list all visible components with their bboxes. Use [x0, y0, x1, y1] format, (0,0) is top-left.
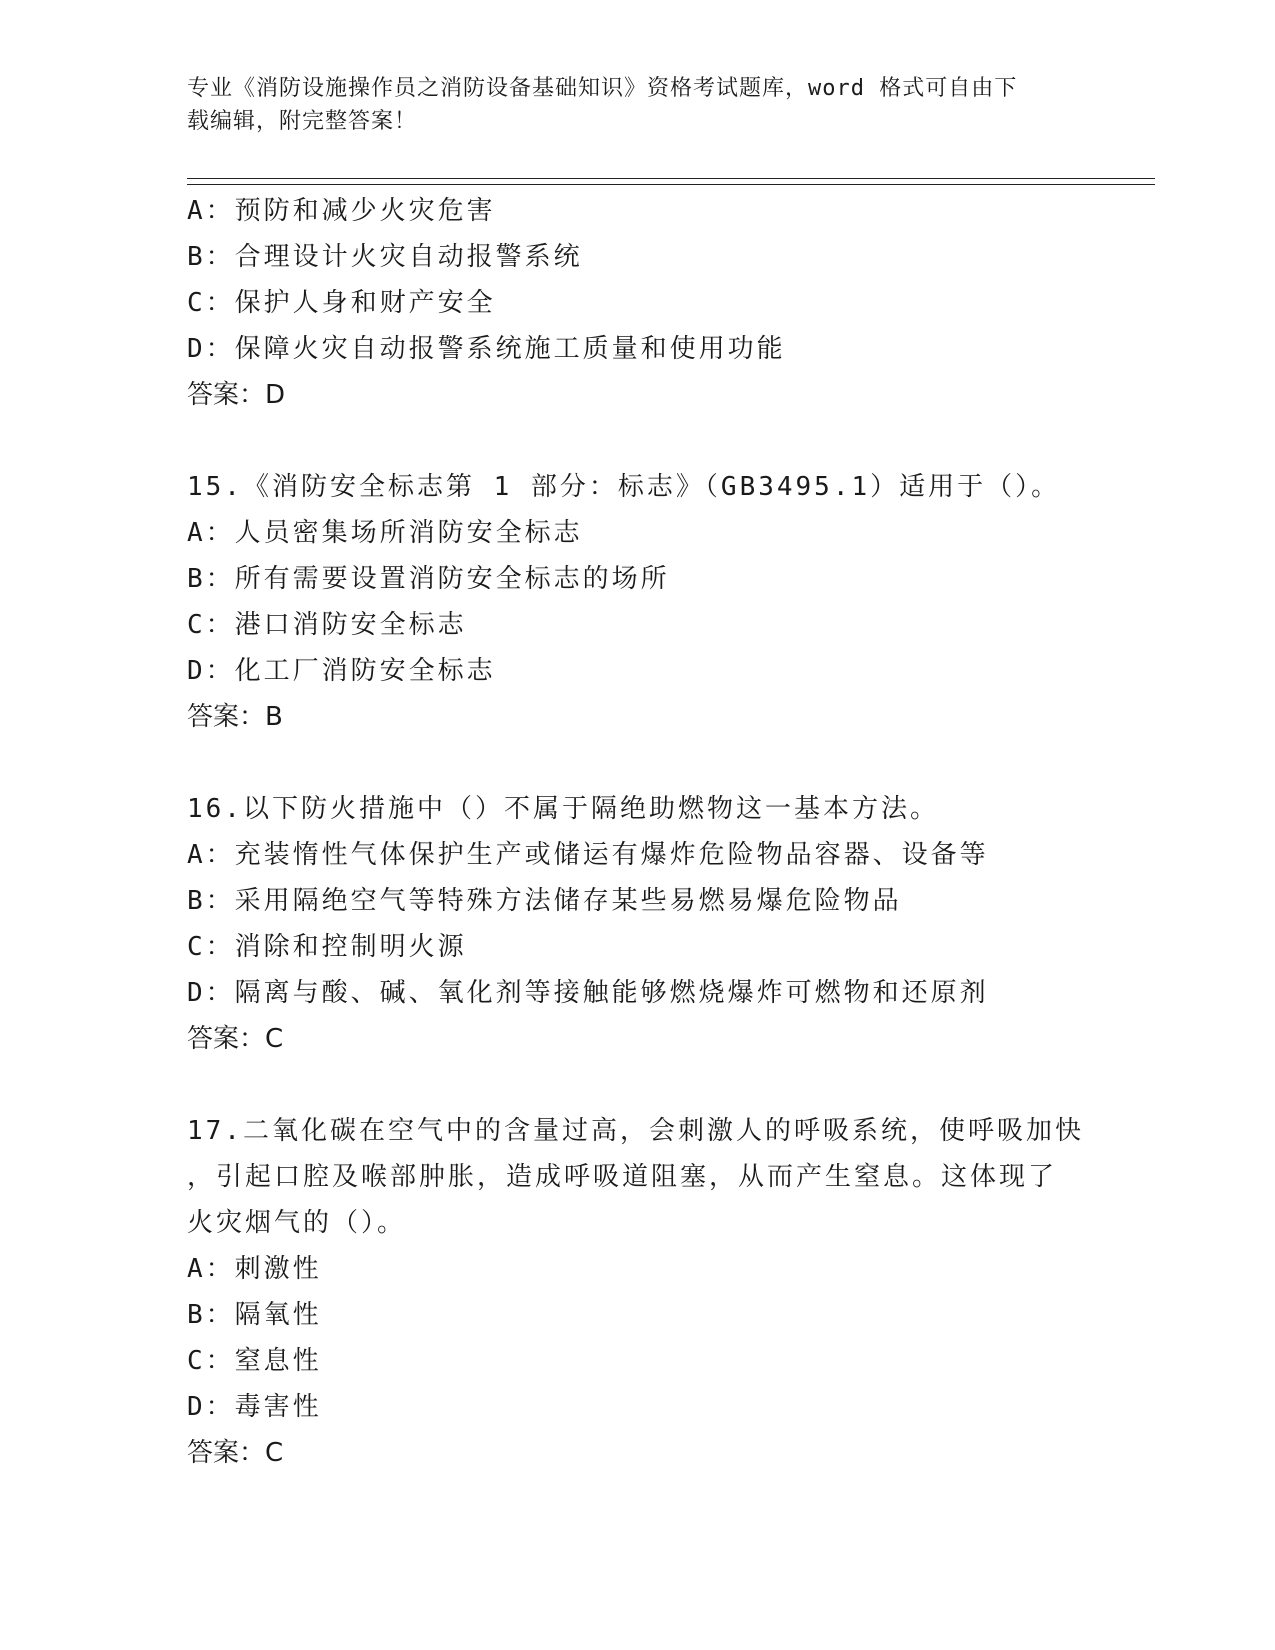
question-stem-line-2: ，引起口腔及喉部肿胀，造成呼吸道阻塞，从而产生窒息。这体现了: [187, 1162, 1058, 1192]
option-c: C：消除和控制明火源: [187, 932, 467, 962]
spacer: [187, 1062, 1087, 1108]
answer-line: 答案：C: [187, 1024, 284, 1054]
question-stem: 16.以下防火措施中（）不属于隔绝助燃物这一基本方法。: [187, 794, 939, 824]
option-a: A：人员密集场所消防安全标志: [187, 518, 583, 548]
option-d: D：毒害性: [187, 1392, 322, 1422]
question-stem-line-3: 火灾烟气的（）。: [187, 1208, 407, 1238]
header-intro-line-2: 载编辑，附完整答案！: [187, 109, 418, 134]
option-b: B：所有需要设置消防安全标志的场所: [187, 564, 670, 594]
question-15: [187, 464, 1087, 740]
header-intro-line-1: 专业《消防设施操作员之消防设备基础知识》资格考试题库，word 格式可自由下: [187, 76, 1018, 101]
option-b: B：合理设计火灾自动报警系统: [187, 242, 583, 272]
question-stem: 15.《消防安全标志第 1 部分：标志》（GB3495.1）适用于（）。: [187, 472, 1061, 502]
question-17: [187, 1108, 1087, 1476]
option-b: B：采用隔绝空气等特殊方法储存某些易燃易爆危险物品: [187, 886, 902, 916]
option-a: A：刺激性: [187, 1254, 322, 1284]
spacer: [187, 740, 1087, 786]
option-c: C：窒息性: [187, 1346, 322, 1376]
answer-line: 答案：D: [187, 380, 286, 410]
question-14: [187, 188, 1087, 418]
answer-line: 答案：B: [187, 702, 283, 732]
header-rule-bottom: [187, 184, 1155, 185]
answer-line: 答案：C: [187, 1438, 284, 1468]
option-d: D：保障火灾自动报警系统施工质量和使用功能: [187, 334, 786, 364]
option-d: D：化工厂消防安全标志: [187, 656, 496, 686]
header-rule-top: [187, 178, 1155, 179]
option-d: D：隔离与酸、碱、氧化剂等接触能够燃烧爆炸可燃物和还原剂: [187, 978, 989, 1008]
spacer: [187, 418, 1087, 464]
option-a: A：预防和减少火灾危害: [187, 196, 496, 226]
question-16: [187, 786, 1087, 1062]
option-c: C：保护人身和财产安全: [187, 288, 496, 318]
document-header: [187, 72, 1087, 138]
question-stem-line-1: 17.二氧化碳在空气中的含量过高，会刺激人的呼吸系统，使呼吸加快: [187, 1116, 1084, 1146]
option-b: B：隔氧性: [187, 1300, 322, 1330]
option-c: C：港口消防安全标志: [187, 610, 467, 640]
option-a: A：充装惰性气体保护生产或储运有爆炸危险物品容器、设备等: [187, 840, 989, 870]
question-list: [187, 188, 1087, 1476]
